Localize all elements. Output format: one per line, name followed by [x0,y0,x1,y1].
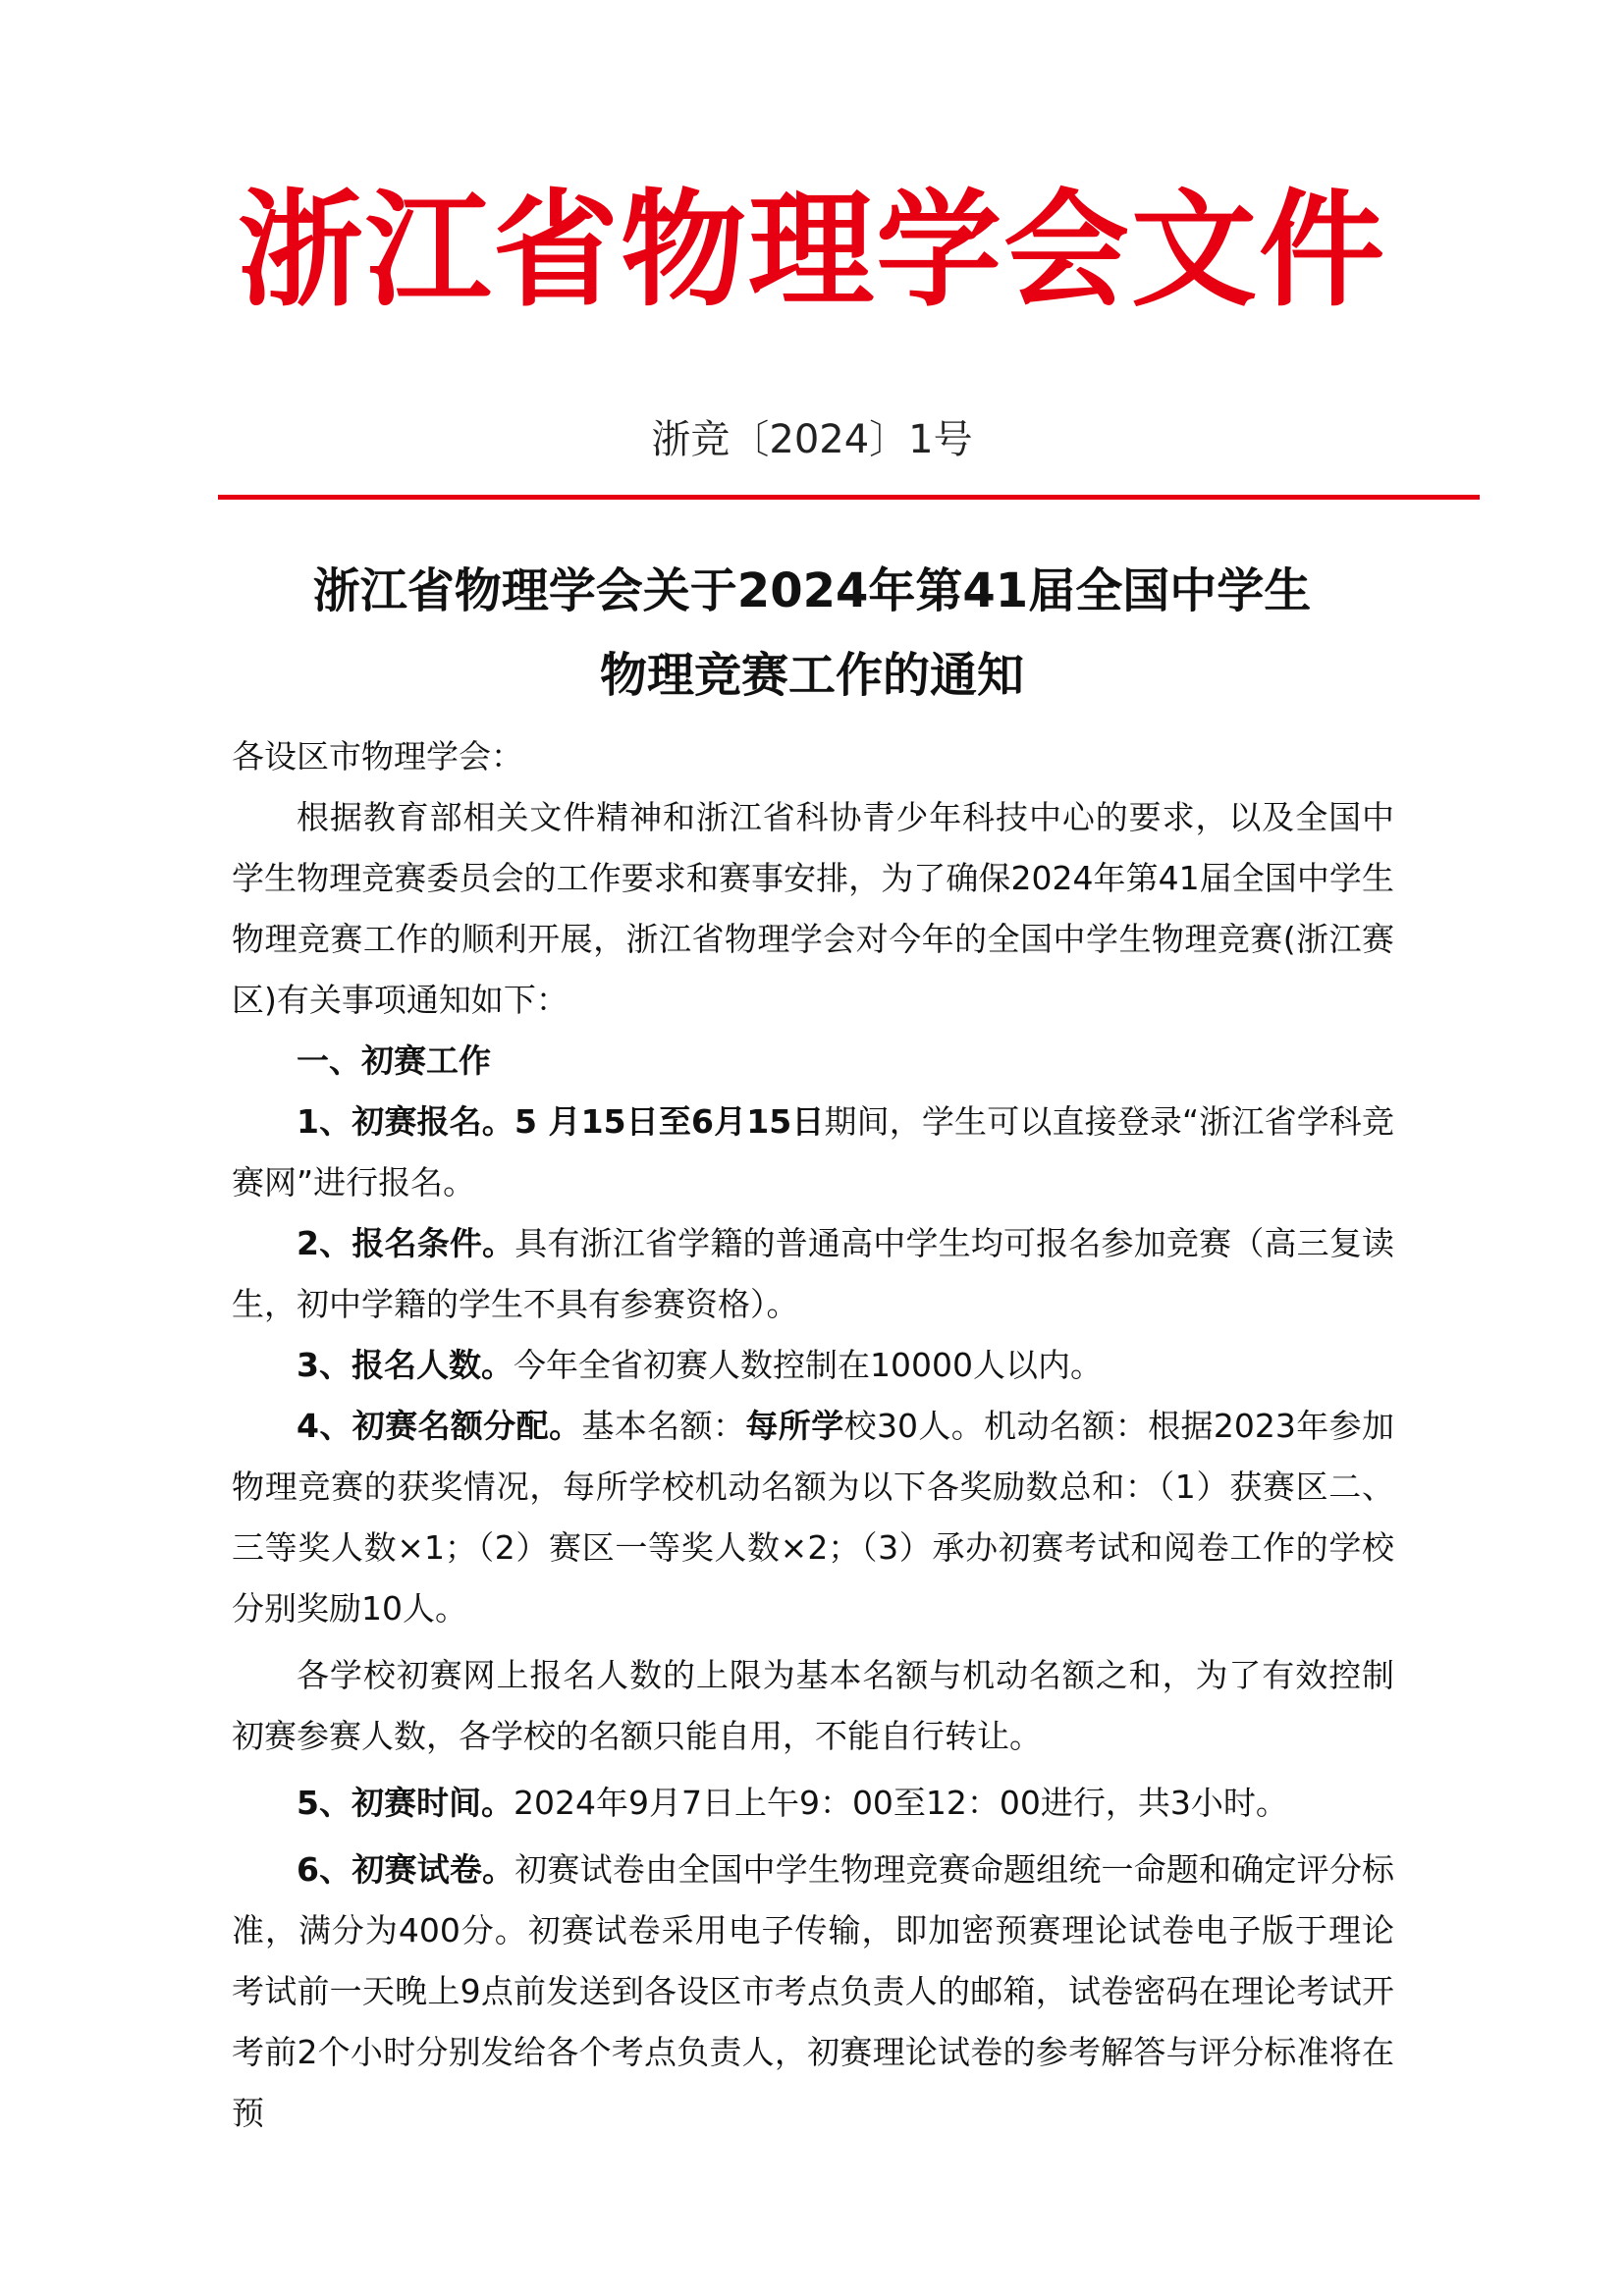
item-lead-inline: 每所学 [745,1407,844,1445]
item-exam-time [232,1773,1394,1834]
item-lead: 2、报名条件。 [297,1224,515,1262]
notice-title-line-1: 浙江省物理学会关于2024年第41届全国中学生 [312,563,1312,618]
item-lead: 5、初赛时间。 [297,1784,514,1822]
item-text: 2024年9月7日上午9：00至12：00进行，共3小时。 [513,1784,1288,1822]
intro-paragraph: 根据教育部相关文件精神和浙江省科协青少年科技中心的要求，以及全国中学生物理竞赛委员会的工作要求和赛事安排，为了确保2024年第41届全国中学生物理竞赛工作的顺利开展，浙江省物理学会对今年的全国中学生物理竞赛(浙江赛区)有关事项通知如下： [232,798,1394,1019]
item-lead: 6、初赛试卷。 [297,1850,515,1889]
document-body [232,726,1394,2144]
item-text: 初赛试卷由全国中学生物理竞赛命题组统一命题和确定评分标准，满分为400分。初赛试卷采用电子传输，即加密预赛理论试卷电子版于理论考试前一天晚上9点前发送到各设区市考点负责人的邮箱，试卷密码在理论考试开考前2个小时分别发给各个考点负责人，初赛理论试卷的参考解答与评分标准将在预 [232,1850,1395,2132]
red-separator-line [218,495,1480,500]
section-heading-preliminary: 一、初赛工作 [297,1041,491,1080]
item-text: 今年全省初赛人数控制在10000人以内。 [513,1346,1103,1384]
quota-note-paragraph: 各学校初赛网上报名人数的上限为基本名额与机动名额之和，为了有效控制初赛参赛人数，各学校的名额只能自用，不能自行转让。 [232,1656,1394,1755]
item-eligibility [232,1213,1394,1335]
item-headcount [232,1335,1394,1396]
masthead-title: 浙江省物理学会文件 [237,177,1386,324]
notice-title-line-2: 物理竞赛工作的通知 [599,648,1024,703]
item-text: 基本名额： [581,1407,746,1445]
item-text: 具有浙江省学籍的普通高中学生均可报名参加竞赛（高三复读生，初中学籍的学生不具有参赛资格）。 [232,1224,1395,1323]
item-lead: 3、报名人数。 [297,1346,514,1384]
salutation: 各设区市物理学会： [232,737,523,775]
item-text: 期间，学生可以直接登录“浙江省学科竞赛网”进行报名。 [232,1102,1394,1201]
item-lead: 1、初赛报名。5 月15日至6月15日 [297,1102,825,1141]
document-number: 浙竞〔2024〕1号 [651,417,973,462]
item-exam-paper [232,1840,1394,2144]
item-quota [232,1396,1394,1639]
item-lead: 4、初赛名额分配。 [297,1407,582,1445]
item-registration [232,1092,1394,1213]
item-text: 校30人。机动名额：根据2023年参加物理竞赛的获奖情况，每所学校机动名额为以下各奖励数总和：（1）获赛区二、三等奖人数×1；（2）赛区一等奖人数×2；（3）承办初赛考试和阅卷工作的学校分别奖励10人。 [232,1407,1395,1628]
